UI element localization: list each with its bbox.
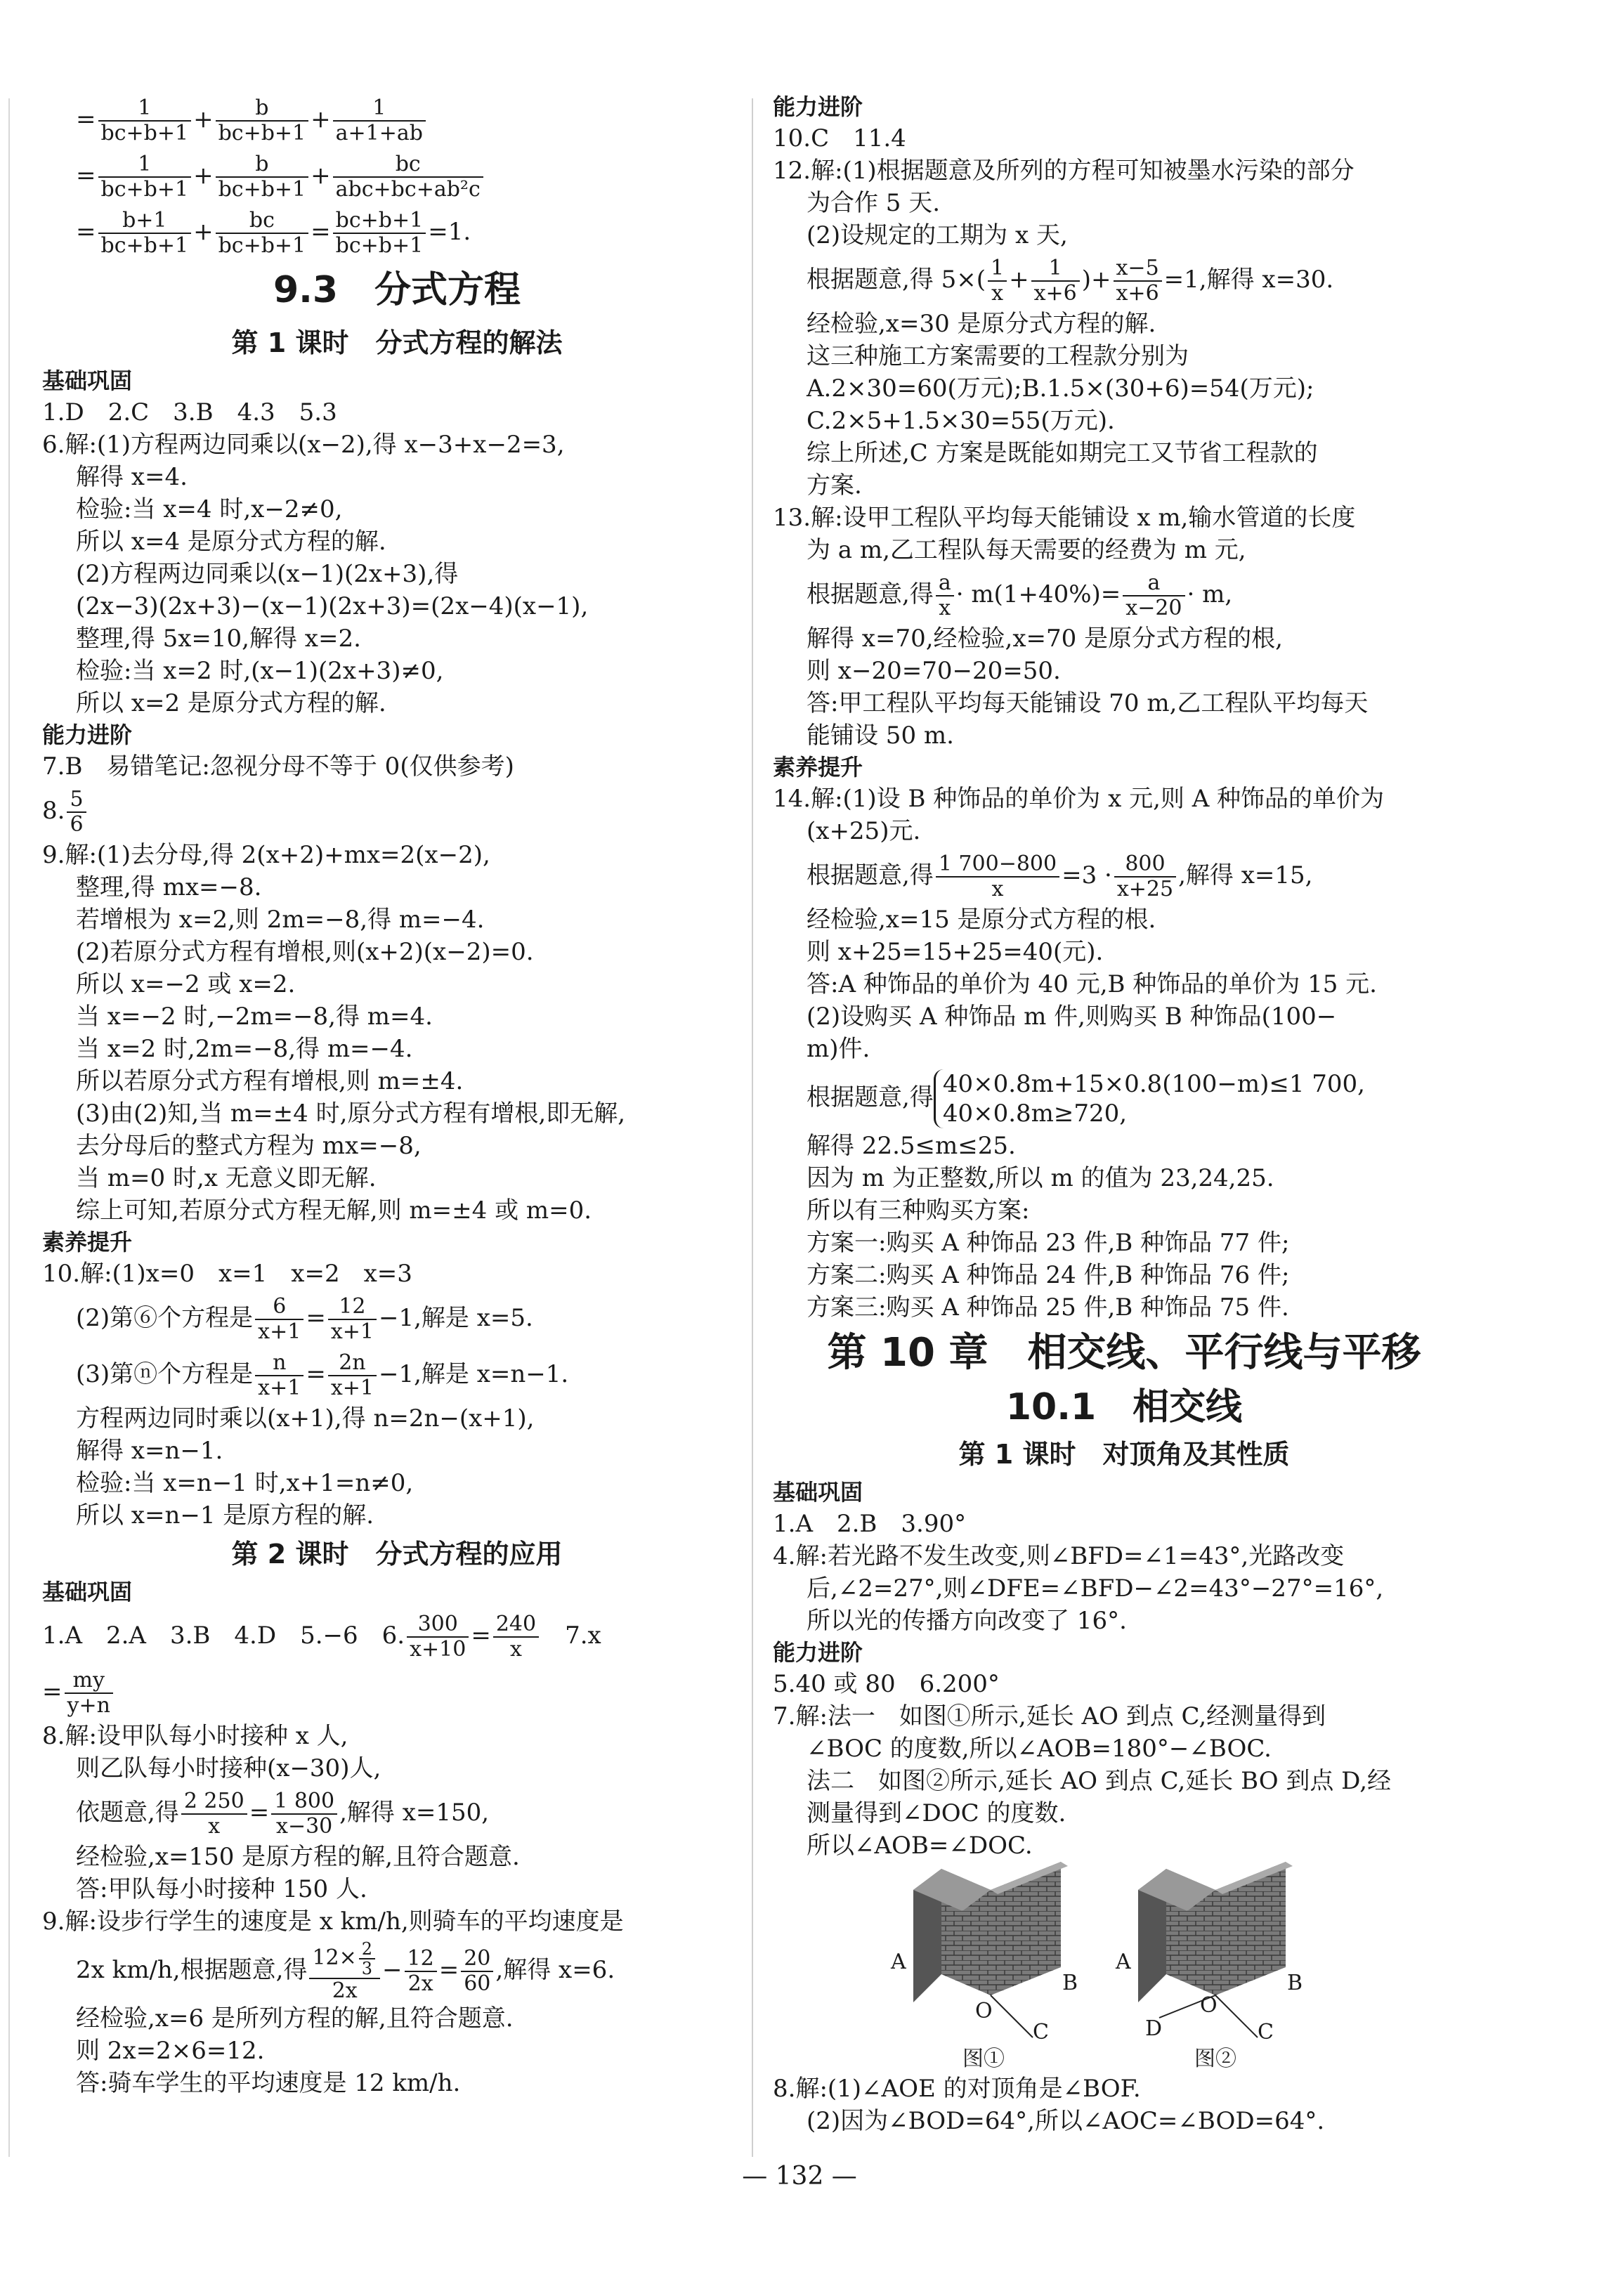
answer-line: 检验:当 x=n−1 时,x+1=n≠0, xyxy=(76,1469,414,1497)
answer-line: 依题意,得 $\frac{2 250}{x}$ = $\frac{1 800}{x-30}$ ,解得 x=150, xyxy=(76,1789,490,1839)
answer-line: 所以 x=4 是原分式方程的解. xyxy=(76,528,386,556)
answer-line: 所以光的传播方向改变了 16°. xyxy=(807,1607,1127,1635)
label-a: A xyxy=(891,1950,906,1974)
answer-line: 1.A 2.B 3.90° xyxy=(773,1510,967,1538)
answer-line: 方案一:购买 A 种饰品 23 件,B 种饰品 77 件; xyxy=(807,1229,1290,1257)
answer-line: 综上所述,C 方案是既能如期完工又节省工程款的 xyxy=(807,439,1318,467)
subsection-advanced: 能力进阶 xyxy=(773,1639,863,1666)
label-b: B xyxy=(1062,1971,1078,1995)
answer-line: 当 m=0 时,x 无意义即无解. xyxy=(76,1164,377,1192)
right-column xyxy=(773,91,1475,2137)
eq-line-2: = $\frac{1}{bc+b+1}$ + $\frac{b}{bc+b+1}$ + $\frac{bc}{\text{abc+bc+ab²c}}$ xyxy=(42,148,752,204)
answer-line: C.2×5+1.5×30=55(万元). xyxy=(807,407,1115,435)
answer-line: 8. $\frac{5}{6}$ xyxy=(42,783,752,839)
answer-line: 则 2x=2×6=12. xyxy=(76,2037,265,2065)
eq-line-3: = $\frac{b+1}{bc+b+1}$ + $\frac{bc}{bc+b+1}$ = $\frac{bc+b+1}{bc+b+1}$ =1. xyxy=(76,208,471,258)
eq-line-1: = $\frac{1}{bc+b+1}$ + $\frac{b}{bc+b+1}$ + $\frac{1}{a+1+ab}$ xyxy=(42,91,752,148)
answer-line: (2)因为∠BOD=64°,所以∠AOC=∠BOD=64°. xyxy=(807,2107,1325,2135)
answer-line: 检验:当 x=4 时,x−2≠0, xyxy=(76,495,343,523)
left-column xyxy=(42,91,752,2099)
answer-line: 1.D 2.C 3.B 4.3 5.3 xyxy=(42,398,337,426)
answer-line: 整理,得 mx=−8. xyxy=(76,873,262,901)
label-c: C xyxy=(1033,2020,1049,2044)
lesson-heading-1: 第 1 课时 对顶角及其性质 xyxy=(958,1439,1290,1470)
answer-line: 10.C 11.4 xyxy=(773,124,906,152)
answer-line: 则 x−20=70−20=50. xyxy=(807,657,1061,685)
label-c: C xyxy=(1258,2020,1274,2044)
answer-line: 检验:当 x=2 时,(x−1)(2x+3)≠0, xyxy=(76,657,444,685)
lesson-heading-2: 第 2 课时 分式方程的应用 xyxy=(231,1539,563,1570)
answer-line: 经检验,x=15 是原分式方程的根. xyxy=(807,906,1156,934)
answer-line: 若增根为 x=2,则 2m=−8,得 m=−4. xyxy=(76,906,485,934)
answer-line: 10.解:(1)x=0 x=1 x=2 x=3 xyxy=(42,1260,412,1288)
answer-line: 根据题意,得 $\frac{1 700-800}{x}$ =3 · $\frac{800}{x+25}$ ,解得 x=15, xyxy=(807,852,1313,901)
wall-figures xyxy=(891,1862,1475,2073)
answer-line: 答:甲工程队平均每天能铺设 70 m,乙工程队平均每天 xyxy=(807,689,1369,717)
answer-line: 经检验,x=6 是所列方程的解,且符合题意. xyxy=(76,2004,514,2033)
answer-line: 解得 x=n−1. xyxy=(76,1437,223,1465)
answer-line: (2)设规定的工期为 x 天, xyxy=(807,221,1068,249)
answer-line: 所以 x=2 是原分式方程的解. xyxy=(76,689,386,717)
answer-line: 所以 x=n−1 是原方程的解. xyxy=(76,1501,374,1529)
answer-line: (2x−3)(2x+3)−(x−1)(2x+3)=(2x−4)(x−1), xyxy=(76,592,589,620)
answer-line: m)件. xyxy=(807,1035,870,1063)
answer-line: A.2×30=60(万元);B.1.5×(30+6)=54(万元); xyxy=(807,374,1314,403)
answer-line: 后,∠2=27°,则∠DFE=∠BFD−∠2=43°−27°=16°, xyxy=(807,1574,1384,1603)
answer-line: (x+25)元. xyxy=(807,817,921,845)
page-number: — 132 — xyxy=(742,2162,857,2191)
figure-caption-1: 图① xyxy=(962,2047,1005,2071)
subsection-literacy: 素养提升 xyxy=(773,754,863,781)
figure-caption-2: 图② xyxy=(1194,2047,1236,2071)
answer-line: 这三种施工方案需要的工程款分别为 xyxy=(807,342,1189,370)
answer-line: (2)若原分式方程有增根,则(x+2)(x−2)=0. xyxy=(76,938,534,966)
chapter-heading: 第 10 章 相交线、平行线与平移 xyxy=(827,1330,1421,1376)
answer-line: 1.A 2.A 3.B 4.D 5.−6 6. $\frac{300}{x+10}$ = $\frac{240}{x}$ 7.x xyxy=(42,1612,601,1662)
label-o: O xyxy=(975,1999,993,2023)
answer-line: 所以 x=−2 或 x=2. xyxy=(76,970,296,998)
column-divider xyxy=(752,98,753,2157)
answer-line: 当 x=2 时,2m=−8,得 m=−4. xyxy=(76,1035,413,1063)
lesson-heading-1: 第 1 课时 分式方程的解法 xyxy=(231,327,563,358)
answer-line: 则 x+25=15+25=40(元). xyxy=(807,938,1104,966)
answer-line: 根据题意,得 40×0.8m+15×0.8(100−m)≤1 700, 40×0.8m≥720, xyxy=(807,1070,1365,1128)
answer-line: 4.解:若光路不发生改变,则∠BFD=∠1=43°,光路改变 xyxy=(773,1542,1345,1570)
answer-line: 答:骑车学生的平均速度是 12 km/h. xyxy=(76,2069,461,2097)
answer-line: 方案二:购买 A 种饰品 24 件,B 种饰品 76 件; xyxy=(807,1261,1290,1289)
subsection-advanced: 能力进阶 xyxy=(42,722,133,748)
answer-line: 8.解:(1)∠AOE 的对顶角是∠BOF. xyxy=(773,2075,1141,2103)
answer-line: 经检验,x=150 是原方程的解,且符合题意. xyxy=(76,1843,520,1871)
answer-line: 方案三:购买 A 种饰品 25 件,B 种饰品 75 件. xyxy=(807,1293,1289,1322)
subsection-literacy: 素养提升 xyxy=(42,1229,133,1255)
answer-line: 为 a m,乙工程队每天需要的经费为 m 元, xyxy=(807,536,1246,564)
answer-line: 法二 如图②所示,延长 AO 到点 C,延长 BO 到点 D,经 xyxy=(807,1767,1392,1795)
answer-line: 解得 x=4. xyxy=(76,463,188,491)
inequality-system: 40×0.8m+15×0.8(100−m)≤1 700, 40×0.8m≥720, xyxy=(934,1069,1365,1128)
answer-line: 能铺设 50 m. xyxy=(807,722,954,750)
answer-line: 根据题意,得 5×( $\frac{1}{x}$ + $\frac{1}{x+6}$ )+ $\frac{x-5}{x+6}$ =1,解得 x=30. xyxy=(807,256,1334,306)
answer-line: 9.解:设步行学生的速度是 x km/h,则骑车的平均速度是 xyxy=(42,1907,624,1936)
label-a: A xyxy=(1116,1950,1131,1974)
answer-line: 测量得到∠DOC 的度数. xyxy=(807,1799,1066,1827)
answer-line: 5.40 或 80 6.200° xyxy=(773,1670,1000,1698)
answer-line: ∠BOC 的度数,所以∠AOB=180°−∠BOC. xyxy=(807,1735,1272,1763)
answer-line: 所以∠AOB=∠DOC. xyxy=(807,1832,1033,1860)
label-d: D xyxy=(1145,2016,1163,2041)
subsection-advanced: 能力进阶 xyxy=(773,93,863,120)
answer-line: 答:A 种饰品的单价为 40 元,B 种饰品的单价为 15 元. xyxy=(807,970,1377,998)
answer-line: 为合作 5 天. xyxy=(807,189,941,217)
answer-line: 所以若原分式方程有增根,则 m=±4. xyxy=(76,1067,464,1095)
answer-line: 因为 m 为正整数,所以 m 的值为 23,24,25. xyxy=(807,1164,1274,1192)
answer-line: 8.解:设甲队每小时接种 x 人, xyxy=(42,1722,348,1750)
answer-line: 9.解:(1)去分母,得 2(x+2)+mx=2(x−2), xyxy=(42,841,490,869)
answer-line: 去分母后的整式方程为 mx=−8, xyxy=(76,1132,422,1160)
answer-line: 所以有三种购买方案: xyxy=(807,1196,1030,1225)
answer-line: 解得 x=70,经检验,x=70 是原分式方程的根, xyxy=(807,625,1283,653)
answer-line: 方程两边同时乘以(x+1),得 n=2n−(x+1), xyxy=(76,1404,535,1433)
answer-line: (2)第⑥个方程是 $\frac{6}{x+1}$ = $\frac{12}{x+1}$ −1,解是 x=5. xyxy=(76,1294,533,1344)
answer-line: 7.解:法一 如图①所示,延长 AO 到点 C,经测量得到 xyxy=(773,1702,1326,1730)
answer-line: = $\frac{my}{y+n}$ xyxy=(42,1664,752,1720)
answer-line: (3)由(2)知,当 m=±4 时,原分式方程有增根,即无解, xyxy=(76,1100,626,1128)
label-b: B xyxy=(1287,1971,1303,1995)
answer-line: 13.解:设甲工程队平均每天能铺设 x m,输水管道的长度 xyxy=(773,504,1356,532)
page-edge xyxy=(8,98,10,2157)
answer-line: 根据题意,得 $\frac{a}{x}$ · m(1+40%)= $\frac{a}{x-20}$ · m, xyxy=(807,570,1233,620)
answer-line: 2x km/h,根据题意,得 12× $\frac{2}{3}$ 2x − $\frac{12}{2x}$ = $\frac{20}{60}$ ,解得 x=6. xyxy=(76,1939,615,2003)
subsection-basic: 基础巩固 xyxy=(42,367,133,394)
answer-line: (2)方程两边同乘以(x−1)(2x+3),得 xyxy=(76,560,459,588)
label-o: O xyxy=(1200,1993,1218,2018)
answer-line: 答:甲队每小时接种 150 人. xyxy=(76,1875,367,1903)
subsection-basic: 基础巩固 xyxy=(42,1579,133,1605)
answer-line: 经检验,x=30 是原分式方程的解. xyxy=(807,310,1156,338)
answer-line: (2)设购买 A 种饰品 m 件,则购买 B 种饰品(100− xyxy=(807,1003,1337,1031)
answer-line: 解得 22.5≤m≤25. xyxy=(807,1132,1016,1160)
answer-line: (3)第ⓝ个方程是 $\frac{n}{x+1}$ = $\frac{2n}{x+1}$ −1,解是 x=n−1. xyxy=(76,1350,569,1400)
answer-line: 6.解:(1)方程两边同乘以(x−2),得 x−3+x−2=3, xyxy=(42,431,565,459)
answer-line: 14.解:(1)设 B 种饰品的单价为 x 元,则 A 种饰品的单价为 xyxy=(773,785,1385,813)
answer-line: 整理,得 5x=10,解得 x=2. xyxy=(76,625,361,653)
section-heading-10-1: 10.1 相交线 xyxy=(1005,1386,1243,1428)
subsection-basic: 基础巩固 xyxy=(773,1479,863,1506)
answer-line: 当 x=−2 时,−2m=−8,得 m=4. xyxy=(76,1003,433,1031)
answer-line: 则乙队每小时接种(x−30)人, xyxy=(76,1754,381,1782)
answer-line: 综上可知,若原分式方程无解,则 m=±4 或 m=0. xyxy=(76,1196,592,1225)
section-heading-9-3: 9.3 分式方程 xyxy=(273,269,521,311)
answer-line: 7.B 易错笔记:忽视分母不等于 0(仅供参考) xyxy=(42,752,514,781)
answer-line: 方案. xyxy=(807,471,862,500)
answer-line: 12.解:(1)根据题意及所列的方程可知被墨水污染的部分 xyxy=(773,157,1355,185)
